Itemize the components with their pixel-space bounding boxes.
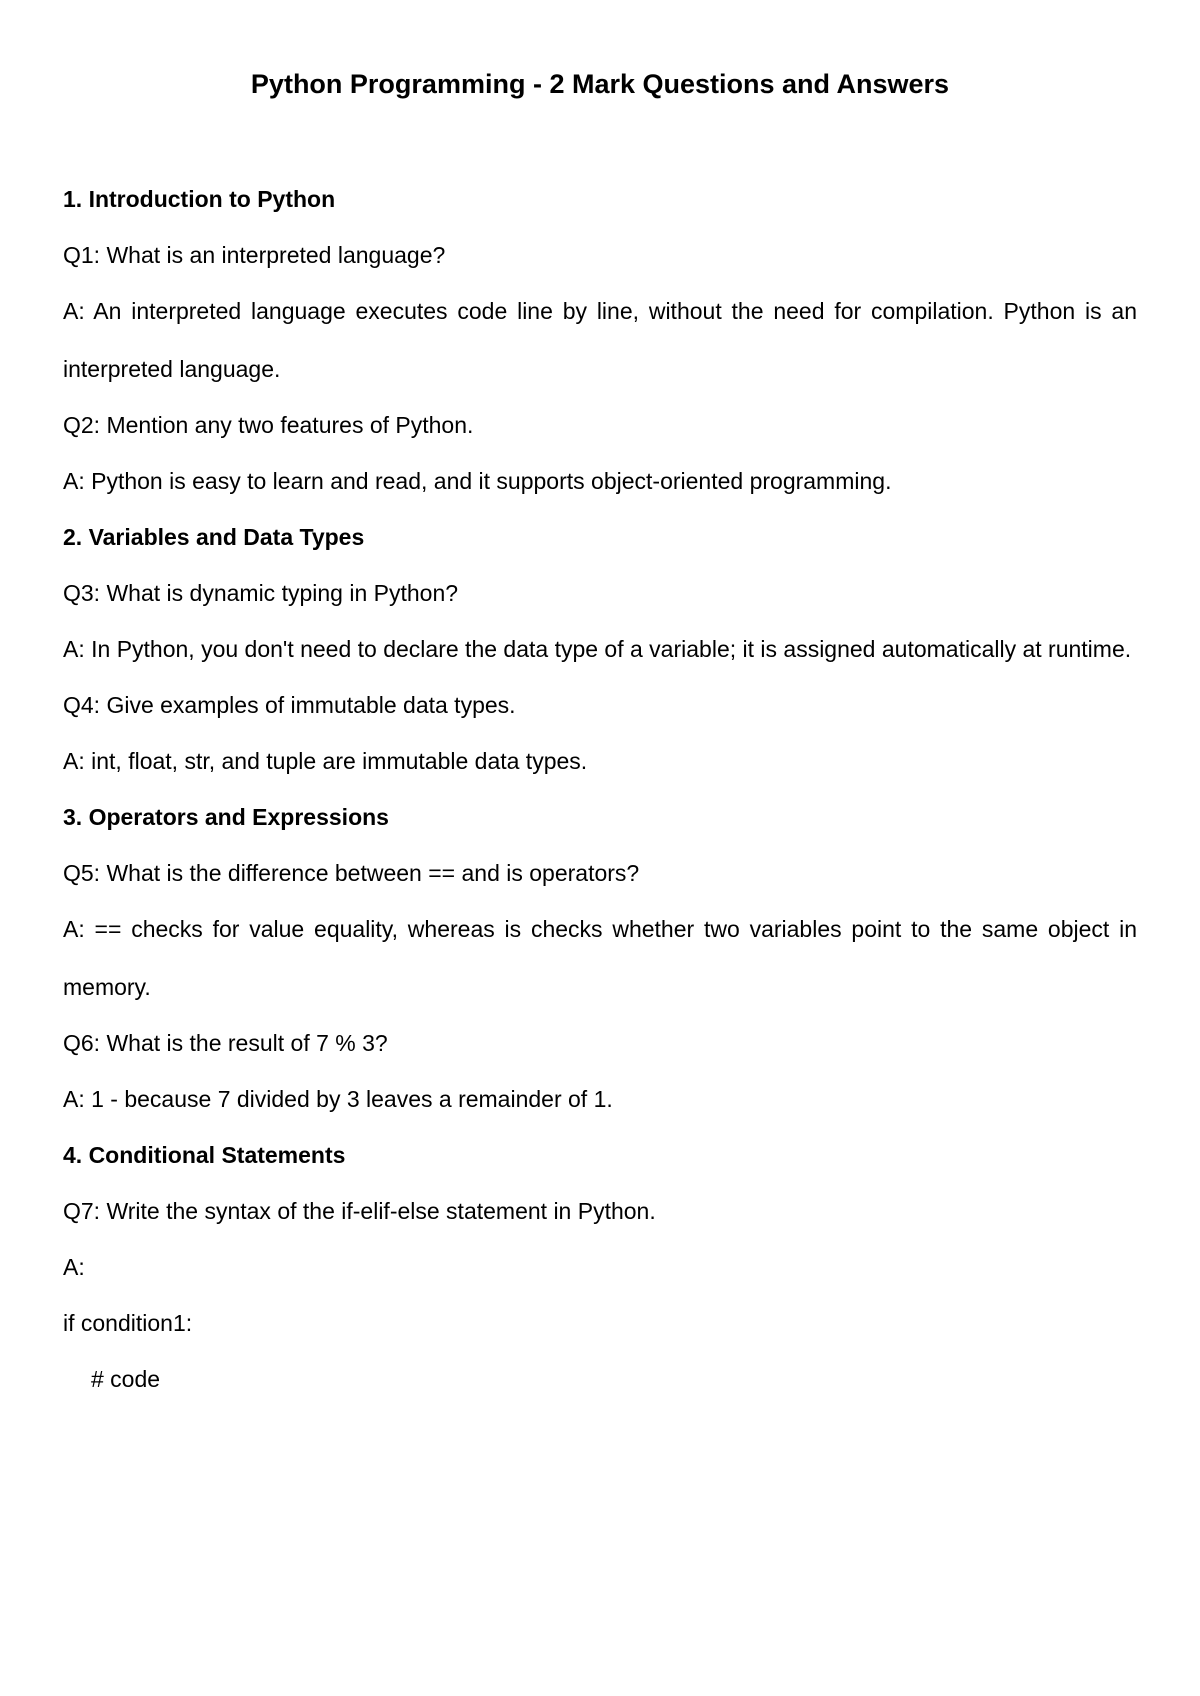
section-conditional-statements (63, 1139, 1137, 1395)
section-heading: 4. Conditional Statements (63, 1142, 346, 1168)
answer-text: A: In Python, you don't need to declare the data type of a variable; it is assigned automatically at runtime. (63, 636, 1132, 662)
code-line: # code (91, 1366, 161, 1392)
question-text: Q4: Give examples of immutable data types. (63, 692, 516, 718)
section-heading: 1. Introduction to Python (63, 186, 336, 212)
question-text: Q7: Write the syntax of the if-elif-else statement in Python. (63, 1198, 656, 1224)
answer-text: A: == checks for value equality, whereas is checks whether two variables point to the same object in memory. (63, 916, 1137, 1000)
document-body (63, 183, 1137, 1419)
answer-text: A: (63, 1254, 85, 1280)
section-heading: 3. Operators and Expressions (63, 804, 389, 830)
question-text: Q5: What is the difference between == and is operators? (63, 860, 640, 886)
section-operators-expressions (63, 801, 1137, 1128)
section-variables-data-types (63, 521, 1137, 790)
answer-text: A: 1 - because 7 divided by 3 leaves a remainder of 1. (63, 1086, 613, 1112)
question-text: Q3: What is dynamic typing in Python? (63, 580, 459, 606)
section-heading: 2. Variables and Data Types (63, 524, 365, 550)
question-text: Q2: Mention any two features of Python. (63, 412, 474, 438)
page-title: Python Programming - 2 Mark Questions and Answers (250, 69, 950, 99)
answer-text: A: int, float, str, and tuple are immutable data types. (63, 748, 588, 774)
answer-text: A: Python is easy to learn and read, and it supports object-oriented programming. (63, 468, 892, 494)
code-line: if condition1: (63, 1310, 193, 1336)
section-introduction (63, 183, 1137, 510)
question-text: Q1: What is an interpreted language? (63, 242, 446, 268)
answer-text: A: An interpreted language executes code line by line, without the need for compilation. Python is an interpreted language. (63, 298, 1137, 382)
question-text: Q6: What is the result of 7 % 3? (63, 1030, 388, 1056)
